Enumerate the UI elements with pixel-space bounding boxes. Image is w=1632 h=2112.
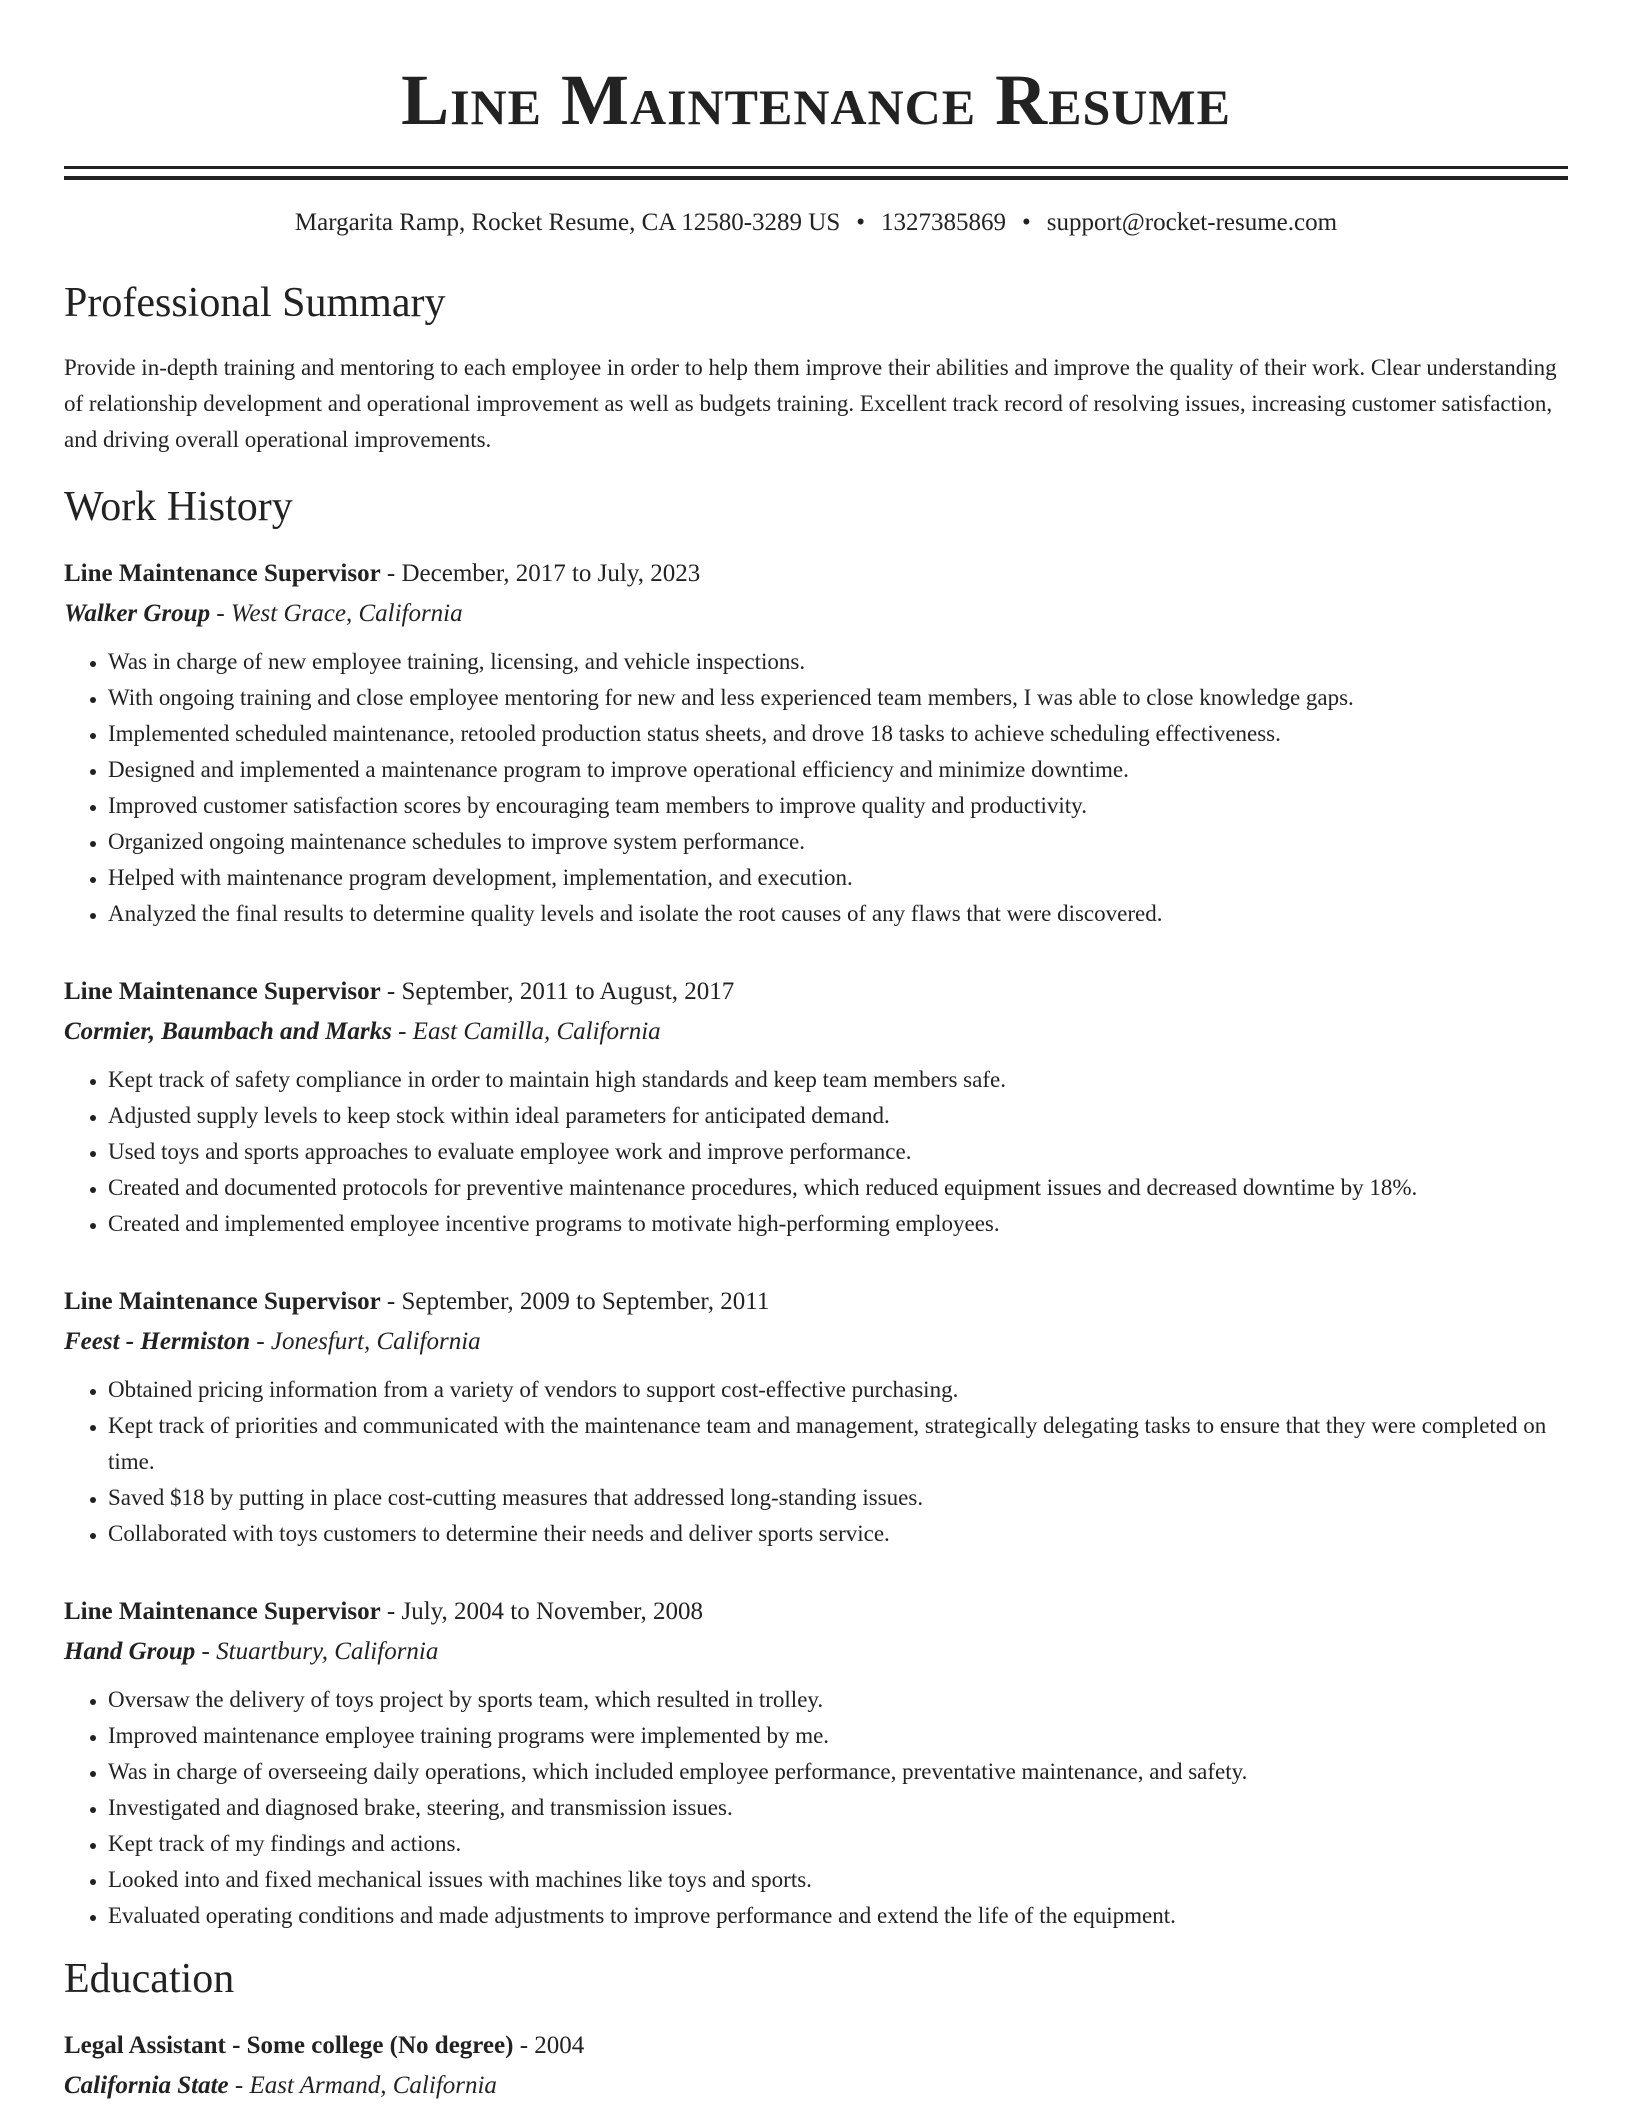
job-bullet: • With ongoing training and close employee mentoring for new and less experienced team members, I was able to close knowledge gaps.: [108, 680, 1568, 716]
job-bullet: • Created and implemented employee incentive programs to motivate high-performing employees.: [108, 1206, 1568, 1242]
job-bullet: • Collaborated with toys customers to determine their needs and deliver sports service.: [108, 1516, 1568, 1552]
education-school-line: [64, 2066, 1568, 2106]
job-location: - West Grace, California: [210, 600, 463, 627]
job-bullet: • Kept track of priorities and communicated with the maintenance team and management, strategically delegating tasks to ensure that they were completed on time.: [108, 1408, 1568, 1480]
job-bullet: • Oversaw the delivery of toys project by sports team, which resulted in trolley.: [108, 1682, 1568, 1718]
contact-address: Margarita Ramp, Rocket Resume, CA 12580-3289 US: [294, 209, 841, 236]
job-bullet: • Designed and implemented a maintenance program to improve operational efficiency and minimize downtime.: [108, 752, 1568, 788]
job-title: Line Maintenance Supervisor: [64, 560, 381, 587]
job-bullet: • Kept track of my findings and actions.: [108, 1826, 1568, 1862]
resume-title: Line Maintenance Resume: [401, 60, 1231, 140]
job-location: - Stuartbury, California: [195, 1638, 439, 1665]
contact-email[interactable]: support@rocket-resume.com: [1046, 209, 1338, 236]
job-entry: [64, 554, 1568, 932]
job-dates: - September, 2011 to August, 2017: [380, 978, 735, 1005]
job-bullet: • Kept track of safety compliance in order to maintain high standards and keep team members safe.: [108, 1062, 1568, 1098]
job-bullet: • Created and documented protocols for preventive maintenance procedures, which reduced equipment issues and decreased downtime by 18%.: [108, 1170, 1568, 1206]
education-heading: Education: [64, 1956, 235, 2002]
work-history-heading: Work History: [64, 484, 293, 530]
job-bullet: • Looked into and fixed mechanical issues with machines like toys and sports.: [108, 1862, 1568, 1898]
job-bullet: • Used toys and sports approaches to evaluate employee work and improve performance.: [108, 1134, 1568, 1170]
resume-page: [64, 0, 1568, 2106]
job-company-line: [64, 594, 1568, 634]
job-entry: [64, 972, 1568, 1242]
contact-separator: •: [856, 209, 865, 236]
job-bullet: • Adjusted supply levels to keep stock within ideal parameters for anticipated demand.: [108, 1098, 1568, 1134]
job-bullet: • Evaluated operating conditions and made adjustments to improve performance and extend the life of the equipment.: [108, 1898, 1568, 1934]
job-dates: - December, 2017 to July, 2023: [380, 560, 701, 587]
job-title: Line Maintenance Supervisor: [64, 978, 381, 1005]
job-location: - Jonesfurt, California: [250, 1328, 481, 1355]
job-entry: [64, 1282, 1568, 1552]
job-bullet: • Improved customer satisfaction scores by encouraging team members to improve quality and productivity.: [108, 788, 1568, 824]
job-dates: - July, 2004 to November, 2008: [380, 1598, 704, 1625]
job-bullet: • Was in charge of new employee training, licensing, and vehicle inspections.: [108, 644, 1568, 680]
job-bullet: • Implemented scheduled maintenance, retooled production status sheets, and drove 18 tasks to achieve scheduling effectiveness.: [108, 716, 1568, 752]
job-company: Feest - Hermiston: [64, 1328, 251, 1355]
job-company: Walker Group: [64, 600, 211, 627]
job-bullet: • Saved $18 by putting in place cost-cutting measures that addressed long-standing issues.: [108, 1480, 1568, 1516]
job-title-line: [64, 1282, 1568, 1322]
job-bullet: • Organized ongoing maintenance schedules to improve system performance.: [108, 824, 1568, 860]
education-degree: Legal Assistant - Some college (No degree): [64, 2032, 514, 2059]
job-title-line: [64, 1592, 1568, 1632]
job-title: Line Maintenance Supervisor: [64, 1288, 381, 1315]
job-title: Line Maintenance Supervisor: [64, 1598, 381, 1625]
job-title-line: [64, 972, 1568, 1012]
job-bullet: • Was in charge of overseeing daily operations, which included employee performance, preventative maintenance, and safety.: [108, 1754, 1568, 1790]
education-year: - 2004: [513, 2032, 585, 2059]
job-bullet: • Investigated and diagnosed brake, steering, and transmission issues.: [108, 1790, 1568, 1826]
job-bullet: • Helped with maintenance program development, implementation, and execution.: [108, 860, 1568, 896]
summary-text: Provide in-depth training and mentoring to each employee in order to help them improve their abilities and improve the quality of their work. Clear understanding of relationship development and operational improvement as well as budgets training. Excellent track record of resolving issues, increasing customer satisfaction, and driving overall operational improvements.: [64, 355, 1557, 452]
job-bullet-list: [64, 644, 1568, 932]
job-title-line: [64, 554, 1568, 594]
job-bullet: • Obtained pricing information from a variety of vendors to support cost-effective purchasing.: [108, 1372, 1568, 1408]
contact-line: [64, 208, 1568, 238]
title-divider: [64, 166, 1568, 169]
job-company: Cormier, Baumbach and Marks: [64, 1018, 392, 1045]
title-divider-thick: [64, 176, 1568, 180]
contact-separator: •: [1022, 209, 1031, 236]
job-company: Hand Group: [64, 1638, 196, 1665]
job-bullet: • Analyzed the final results to determine quality levels and isolate the root causes of any flaws that were discovered.: [108, 896, 1568, 932]
contact-phone: 1327385869: [881, 209, 1006, 236]
job-location: - East Camilla, California: [391, 1018, 661, 1045]
job-entry: [64, 1592, 1568, 1934]
job-dates: - September, 2009 to September, 2011: [380, 1288, 770, 1315]
education-degree-line: [64, 2026, 1568, 2066]
job-bullet-list: [64, 1682, 1568, 1934]
education-school: California State: [64, 2072, 229, 2099]
job-bullet-list: [64, 1372, 1568, 1552]
job-company-line: [64, 1632, 1568, 1672]
job-company-line: [64, 1012, 1568, 1052]
summary-heading: Professional Summary: [64, 280, 446, 326]
job-bullet-list: [64, 1062, 1568, 1242]
education-entry: [64, 2026, 1568, 2106]
job-company-line: [64, 1322, 1568, 1362]
education-location: - East Armand, California: [228, 2072, 497, 2099]
work-history-list: [64, 554, 1568, 1934]
job-bullet: • Improved maintenance employee training programs were implemented by me.: [108, 1718, 1568, 1754]
